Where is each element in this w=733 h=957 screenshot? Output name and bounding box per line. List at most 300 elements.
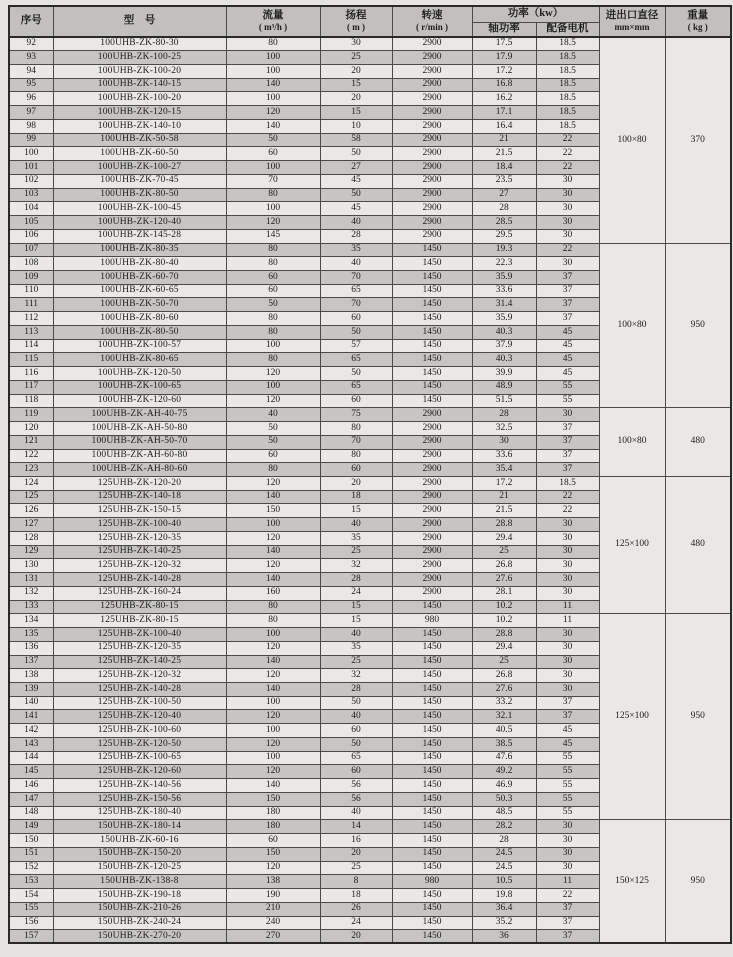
cell-head: 50 [320,325,392,339]
cell-seq: 154 [9,889,53,903]
cell-motor: 30 [536,683,599,697]
cell-motor: 45 [536,367,599,381]
cell-motor: 30 [536,518,599,532]
cell-seq: 121 [9,435,53,449]
cell-head: 18 [320,889,392,903]
cell-seq: 140 [9,696,53,710]
cell-model: 125UHB-ZK-100-60 [53,724,226,738]
cell-seq: 129 [9,545,53,559]
cell-shaft-power: 29.4 [472,531,536,545]
cell-flow: 120 [226,394,320,408]
cell-speed: 2900 [392,545,472,559]
cell-motor: 55 [536,779,599,793]
cell-head: 26 [320,902,392,916]
cell-shaft-power: 28.1 [472,586,536,600]
cell-flow: 50 [226,435,320,449]
cell-motor: 30 [536,559,599,573]
cell-head: 80 [320,449,392,463]
cell-speed: 1450 [392,628,472,642]
cell-model: 100UHB-ZK-145-28 [53,229,226,243]
cell-model: 150UHB-ZK-240-24 [53,916,226,930]
cell-shaft-power: 33.6 [472,284,536,298]
cell-model: 100UHB-ZK-140-15 [53,78,226,92]
cell-motor: 30 [536,229,599,243]
cell-weight: 950 [665,243,731,408]
cell-shaft-power: 21.5 [472,147,536,161]
cell-seq: 131 [9,573,53,587]
cell-model: 125UHB-ZK-140-28 [53,683,226,697]
cell-flow: 150 [226,504,320,518]
cell-head: 30 [320,37,392,51]
cell-head: 60 [320,724,392,738]
cell-seq: 133 [9,600,53,614]
cell-seq: 119 [9,408,53,422]
cell-shaft-power: 25 [472,545,536,559]
cell-motor: 22 [536,889,599,903]
cell-flow: 100 [226,64,320,78]
cell-flow: 140 [226,545,320,559]
cell-speed: 2900 [392,216,472,230]
cell-motor: 55 [536,792,599,806]
cell-shaft-power: 36 [472,930,536,944]
cell-model: 125UHB-ZK-120-35 [53,531,226,545]
cell-head: 35 [320,243,392,257]
cell-flow: 70 [226,174,320,188]
cell-seq: 127 [9,518,53,532]
cell-speed: 1450 [392,737,472,751]
cell-motor: 30 [536,861,599,875]
cell-shaft-power: 21 [472,490,536,504]
cell-shaft-power: 35.2 [472,916,536,930]
cell-shaft-power: 47.6 [472,751,536,765]
cell-head: 25 [320,655,392,669]
cell-motor: 30 [536,573,599,587]
cell-model: 100UHB-ZK-100-27 [53,161,226,175]
cell-speed: 2900 [392,408,472,422]
cell-speed: 1450 [392,270,472,284]
cell-model: 125UHB-ZK-80-15 [53,600,226,614]
cell-shaft-power: 10.2 [472,614,536,628]
cell-model: 125UHB-ZK-80-15 [53,614,226,628]
pump-spec-table [8,5,732,944]
cell-motor: 18.5 [536,106,599,120]
cell-shaft-power: 48.9 [472,380,536,394]
cell-flow: 100 [226,51,320,65]
cell-model: 125UHB-ZK-100-50 [53,696,226,710]
cell-motor: 11 [536,614,599,628]
cell-shaft-power: 29.4 [472,641,536,655]
cell-head: 16 [320,834,392,848]
cell-head: 50 [320,737,392,751]
cell-speed: 1450 [392,312,472,326]
cell-model: 100UHB-ZK-AH-40-75 [53,408,226,422]
table-row [9,243,731,257]
cell-seq: 110 [9,284,53,298]
cell-seq: 105 [9,216,53,230]
cell-speed: 980 [392,875,472,889]
cell-seq: 124 [9,477,53,491]
cell-shaft-power: 33.2 [472,696,536,710]
cell-motor: 37 [536,902,599,916]
cell-seq: 146 [9,779,53,793]
cell-motor: 22 [536,147,599,161]
cell-head: 20 [320,847,392,861]
table-row [9,614,731,628]
cell-head: 40 [320,518,392,532]
cell-flow: 60 [226,270,320,284]
cell-motor: 30 [536,586,599,600]
cell-seq: 113 [9,325,53,339]
cell-inlet-outlet-diameter: 125×100 [599,614,665,820]
cell-speed: 1450 [392,641,472,655]
cell-model: 100UHB-ZK-60-70 [53,270,226,284]
cell-flow: 50 [226,422,320,436]
cell-model: 100UHB-ZK-AH-60-80 [53,449,226,463]
cell-model: 100UHB-ZK-70-45 [53,174,226,188]
cell-model: 100UHB-ZK-100-20 [53,64,226,78]
cell-seq: 114 [9,339,53,353]
cell-head: 15 [320,600,392,614]
cell-motor: 45 [536,353,599,367]
cell-speed: 1450 [392,380,472,394]
col-header-speed: 转速 ( r/min ) [392,6,472,37]
cell-flow: 50 [226,298,320,312]
cell-head: 65 [320,380,392,394]
cell-head: 40 [320,806,392,820]
cell-model: 125UHB-ZK-140-18 [53,490,226,504]
cell-model: 100UHB-ZK-AH-80-60 [53,463,226,477]
cell-shaft-power: 51.5 [472,394,536,408]
cell-motor: 30 [536,216,599,230]
cell-head: 45 [320,174,392,188]
cell-speed: 2900 [392,504,472,518]
cell-model: 100UHB-ZK-AH-50-70 [53,435,226,449]
cell-flow: 150 [226,792,320,806]
cell-shaft-power: 32.5 [472,422,536,436]
cell-speed: 1450 [392,820,472,834]
cell-head: 65 [320,284,392,298]
cell-speed: 1450 [392,861,472,875]
cell-model: 125UHB-ZK-100-65 [53,751,226,765]
cell-motor: 30 [536,545,599,559]
cell-flow: 120 [226,765,320,779]
cell-flow: 140 [226,683,320,697]
cell-model: 100UHB-ZK-80-35 [53,243,226,257]
cell-shaft-power: 49.2 [472,765,536,779]
cell-speed: 1450 [392,257,472,271]
cell-shaft-power: 19.8 [472,889,536,903]
cell-speed: 2900 [392,586,472,600]
cell-speed: 1450 [392,298,472,312]
cell-seq: 155 [9,902,53,916]
cell-head: 57 [320,339,392,353]
cell-seq: 125 [9,490,53,504]
cell-speed: 2900 [392,531,472,545]
cell-head: 32 [320,559,392,573]
cell-seq: 97 [9,106,53,120]
cell-weight: 480 [665,477,731,614]
cell-motor: 37 [536,422,599,436]
cell-seq: 143 [9,737,53,751]
cell-motor: 55 [536,394,599,408]
cell-model: 100UHB-ZK-100-20 [53,92,226,106]
cell-seq: 109 [9,270,53,284]
cell-motor: 18.5 [536,78,599,92]
cell-motor: 37 [536,710,599,724]
col-header-flow: 流量 ( m³/h ) [226,6,320,37]
cell-model: 100UHB-ZK-120-40 [53,216,226,230]
cell-head: 50 [320,147,392,161]
cell-seq: 152 [9,861,53,875]
table-body [9,37,731,943]
cell-shaft-power: 35.4 [472,463,536,477]
cell-motor: 30 [536,628,599,642]
cell-speed: 1450 [392,765,472,779]
cell-shaft-power: 10.5 [472,875,536,889]
cell-speed: 1450 [392,710,472,724]
cell-flow: 140 [226,78,320,92]
cell-seq: 120 [9,422,53,436]
cell-speed: 2900 [392,559,472,573]
cell-shaft-power: 25 [472,655,536,669]
cell-shaft-power: 17.2 [472,477,536,491]
cell-speed: 980 [392,614,472,628]
cell-motor: 30 [536,834,599,848]
cell-inlet-outlet-diameter: 125×100 [599,477,665,614]
cell-model: 100UHB-ZK-80-50 [53,325,226,339]
cell-seq: 139 [9,683,53,697]
cell-motor: 11 [536,875,599,889]
cell-head: 80 [320,422,392,436]
cell-motor: 18.5 [536,119,599,133]
cell-model: 125UHB-ZK-120-32 [53,669,226,683]
cell-head: 28 [320,229,392,243]
cell-inlet-outlet-diameter: 150×125 [599,820,665,944]
cell-model: 125UHB-ZK-140-25 [53,545,226,559]
cell-head: 15 [320,614,392,628]
cell-head: 50 [320,696,392,710]
cell-head: 70 [320,298,392,312]
cell-flow: 210 [226,902,320,916]
cell-speed: 2900 [392,229,472,243]
cell-model: 125UHB-ZK-140-28 [53,573,226,587]
cell-flow: 140 [226,490,320,504]
cell-shaft-power: 27 [472,188,536,202]
cell-speed: 1450 [392,902,472,916]
cell-head: 60 [320,312,392,326]
cell-model: 150UHB-ZK-60-16 [53,834,226,848]
cell-head: 15 [320,504,392,518]
cell-model: 100UHB-ZK-60-50 [53,147,226,161]
cell-shaft-power: 24.5 [472,861,536,875]
cell-motor: 45 [536,724,599,738]
cell-model: 150UHB-ZK-210-26 [53,902,226,916]
col-header-seq: 序号 [9,6,53,37]
cell-motor: 55 [536,806,599,820]
cell-speed: 2900 [392,147,472,161]
cell-motor: 55 [536,765,599,779]
cell-flow: 120 [226,367,320,381]
cell-flow: 80 [226,463,320,477]
cell-inlet-outlet-diameter: 100×80 [599,408,665,477]
col-header-weight: 重量 ( kg ) [665,6,731,37]
cell-flow: 80 [226,243,320,257]
cell-seq: 148 [9,806,53,820]
cell-seq: 128 [9,531,53,545]
cell-seq: 150 [9,834,53,848]
cell-head: 24 [320,916,392,930]
col-header-motor: 配备电机 [536,23,599,38]
cell-speed: 2900 [392,78,472,92]
cell-motor: 45 [536,737,599,751]
cell-shaft-power: 21.5 [472,504,536,518]
cell-shaft-power: 39.9 [472,367,536,381]
cell-shaft-power: 17.1 [472,106,536,120]
cell-speed: 2900 [392,202,472,216]
cell-flow: 100 [226,751,320,765]
cell-speed: 1450 [392,916,472,930]
cell-head: 40 [320,710,392,724]
cell-head: 58 [320,133,392,147]
cell-shaft-power: 16.2 [472,92,536,106]
cell-flow: 100 [226,202,320,216]
cell-seq: 141 [9,710,53,724]
cell-model: 125UHB-ZK-120-20 [53,477,226,491]
cell-seq: 99 [9,133,53,147]
cell-head: 65 [320,751,392,765]
cell-model: 100UHB-ZK-100-25 [53,51,226,65]
cell-seq: 142 [9,724,53,738]
cell-seq: 100 [9,147,53,161]
cell-speed: 1450 [392,696,472,710]
cell-flow: 140 [226,573,320,587]
cell-head: 60 [320,394,392,408]
cell-head: 75 [320,408,392,422]
cell-model: 150UHB-ZK-270-20 [53,930,226,944]
cell-head: 10 [320,119,392,133]
cell-seq: 116 [9,367,53,381]
cell-model: 125UHB-ZK-120-50 [53,737,226,751]
cell-flow: 100 [226,628,320,642]
cell-head: 8 [320,875,392,889]
cell-flow: 100 [226,696,320,710]
cell-speed: 2900 [392,64,472,78]
cell-head: 60 [320,765,392,779]
cell-shaft-power: 33.6 [472,449,536,463]
cell-motor: 18.5 [536,37,599,51]
cell-flow: 190 [226,889,320,903]
cell-speed: 2900 [392,422,472,436]
cell-model: 150UHB-ZK-138-8 [53,875,226,889]
cell-speed: 1450 [392,792,472,806]
cell-speed: 1450 [392,325,472,339]
cell-seq: 95 [9,78,53,92]
cell-model: 125UHB-ZK-140-25 [53,655,226,669]
cell-head: 70 [320,435,392,449]
cell-speed: 1450 [392,353,472,367]
cell-model: 100UHB-ZK-80-50 [53,188,226,202]
cell-flow: 60 [226,834,320,848]
cell-model: 125UHB-ZK-150-15 [53,504,226,518]
cell-speed: 1450 [392,394,472,408]
cell-seq: 122 [9,449,53,463]
table-row [9,408,731,422]
cell-model: 100UHB-ZK-120-50 [53,367,226,381]
cell-motor: 30 [536,257,599,271]
cell-model: 125UHB-ZK-100-40 [53,518,226,532]
cell-motor: 55 [536,380,599,394]
cell-flow: 80 [226,37,320,51]
cell-shaft-power: 27.6 [472,683,536,697]
cell-motor: 22 [536,504,599,518]
cell-flow: 100 [226,518,320,532]
cell-seq: 94 [9,64,53,78]
cell-flow: 120 [226,106,320,120]
cell-head: 65 [320,353,392,367]
cell-shaft-power: 24.5 [472,847,536,861]
cell-motor: 30 [536,847,599,861]
cell-flow: 40 [226,408,320,422]
cell-head: 40 [320,257,392,271]
cell-head: 15 [320,106,392,120]
cell-shaft-power: 19.3 [472,243,536,257]
cell-flow: 100 [226,92,320,106]
cell-model: 125UHB-ZK-120-35 [53,641,226,655]
cell-seq: 132 [9,586,53,600]
cell-shaft-power: 40.5 [472,724,536,738]
cell-model: 100UHB-ZK-140-10 [53,119,226,133]
cell-flow: 50 [226,133,320,147]
cell-head: 14 [320,820,392,834]
cell-speed: 2900 [392,477,472,491]
cell-seq: 144 [9,751,53,765]
cell-model: 100UHB-ZK-AH-50-80 [53,422,226,436]
cell-speed: 2900 [392,119,472,133]
cell-flow: 100 [226,724,320,738]
cell-shaft-power: 17.9 [472,51,536,65]
cell-speed: 1450 [392,834,472,848]
cell-flow: 60 [226,284,320,298]
cell-shaft-power: 10.2 [472,600,536,614]
cell-flow: 100 [226,380,320,394]
cell-shaft-power: 28.2 [472,820,536,834]
cell-motor: 22 [536,243,599,257]
cell-shaft-power: 21 [472,133,536,147]
cell-flow: 60 [226,449,320,463]
cell-head: 25 [320,861,392,875]
cell-head: 20 [320,930,392,944]
cell-seq: 151 [9,847,53,861]
cell-shaft-power: 28 [472,202,536,216]
cell-shaft-power: 31.4 [472,298,536,312]
cell-head: 27 [320,161,392,175]
cell-head: 50 [320,367,392,381]
cell-shaft-power: 50.3 [472,792,536,806]
cell-model: 150UHB-ZK-150-20 [53,847,226,861]
cell-head: 25 [320,51,392,65]
cell-shaft-power: 26.8 [472,669,536,683]
cell-shaft-power: 28.8 [472,518,536,532]
cell-seq: 108 [9,257,53,271]
cell-motor: 30 [536,408,599,422]
cell-flow: 140 [226,655,320,669]
cell-model: 100UHB-ZK-80-60 [53,312,226,326]
cell-speed: 1450 [392,751,472,765]
cell-flow: 80 [226,600,320,614]
cell-model: 125UHB-ZK-140-56 [53,779,226,793]
cell-shaft-power: 28.5 [472,216,536,230]
cell-flow: 80 [226,325,320,339]
